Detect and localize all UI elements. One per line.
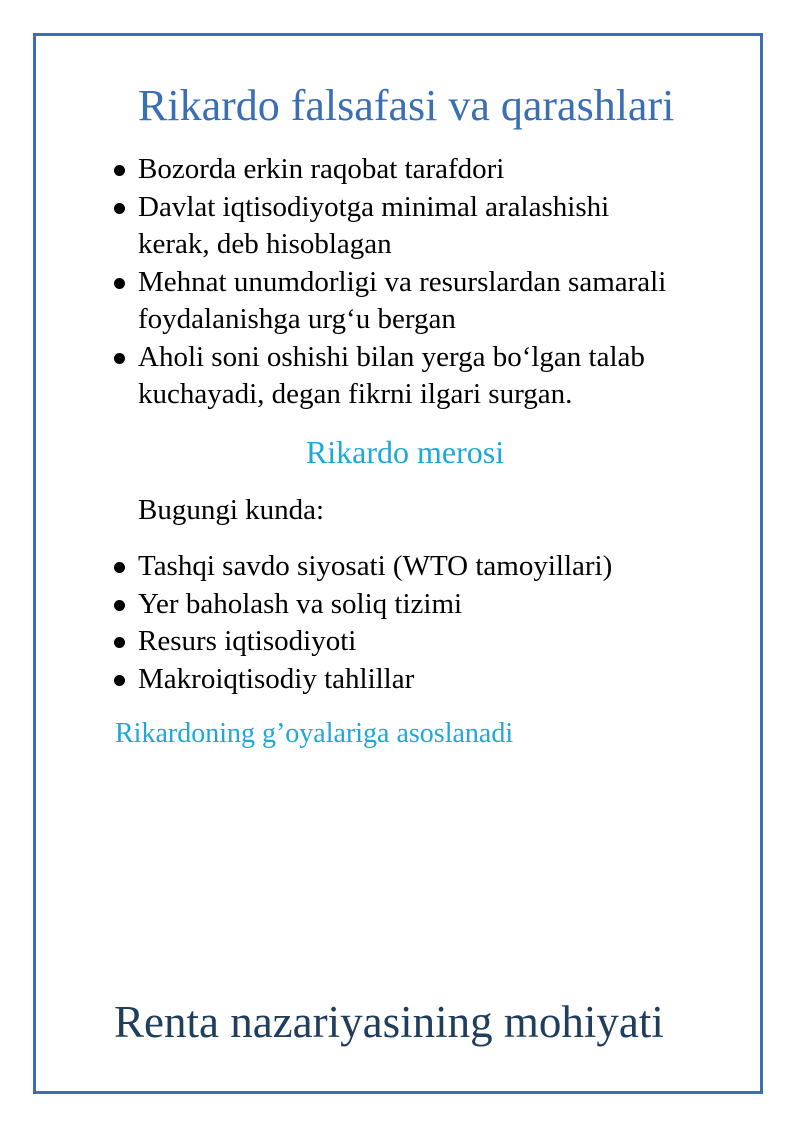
list-item-text: Davlat iqtisodiyotga minimal aralashishi: [138, 190, 610, 223]
list-item: [108, 623, 748, 661]
bullet-icon: [114, 675, 125, 686]
list-item: [108, 661, 748, 699]
list-item-text: kuchayadi, degan fikrni ilgari surgan.: [138, 378, 573, 410]
legacy-list: [108, 548, 748, 698]
bullet-icon: [114, 562, 125, 573]
philosophy-list: [108, 151, 748, 414]
bullet-icon: [114, 637, 125, 648]
bullet-icon: [114, 203, 125, 214]
list-item-text: Makroiqtisodiy tahlillar: [138, 662, 415, 695]
list-item-text: Bozorda erkin raqobat tarafdori: [138, 153, 505, 185]
list-item: [108, 189, 748, 264]
list-item-text: Yer baholash va soliq tizimi: [138, 587, 463, 620]
list-item: [108, 586, 748, 624]
bullet-icon: [114, 165, 125, 176]
legacy-heading: Rikardo merosi: [305, 434, 505, 470]
list-item-text: foydalanishga urg‘u bergan: [138, 303, 456, 335]
list-item-text: Tashqi savdo siyosati (WTO tamoyillari): [138, 550, 613, 582]
legacy-intro: Bugungi kunda:: [138, 494, 325, 526]
list-item: [108, 151, 748, 189]
section-title: Rikardo falsafasi va qarashlari: [138, 81, 675, 130]
legacy-note: Rikardoning g’oyalariga asoslanadi: [115, 718, 514, 749]
list-item-text: Mehnat unumdorligi va resurslardan samarali: [138, 265, 667, 298]
list-item-text: kerak, deb hisoblagan: [138, 228, 392, 260]
bullet-icon: [114, 353, 125, 364]
list-item: [108, 548, 748, 586]
footer-title: Renta nazariyasining mohiyati: [114, 997, 664, 1047]
list-item-text: Resurs iqtisodiyoti: [138, 625, 357, 657]
list-item: [108, 339, 748, 414]
bullet-icon: [114, 600, 125, 611]
list-item-text: Aholi soni oshishi bilan yerga bo‘lgan talab: [138, 340, 645, 373]
bullet-icon: [114, 278, 125, 289]
list-item: [108, 264, 748, 339]
